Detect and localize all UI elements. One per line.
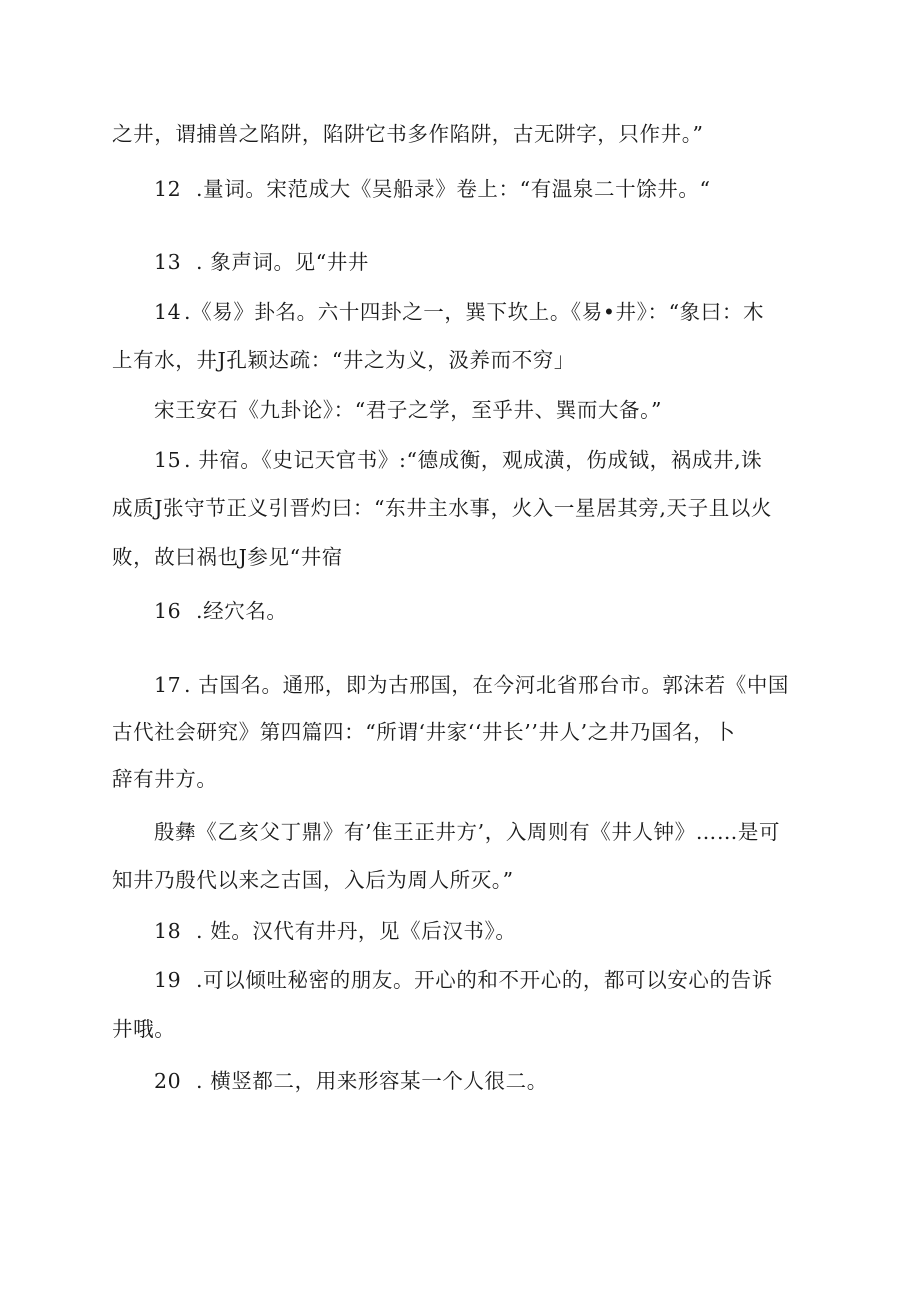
item-number: 12	[154, 177, 182, 201]
item-number: 15	[154, 448, 182, 472]
item-text: . 姓。汉代有井丹，见《后汉书》。	[196, 919, 517, 943]
item-text: .经穴名。	[196, 599, 288, 623]
item-number: 18	[154, 919, 182, 943]
text-line	[112, 346, 812, 374]
line-text: 古代社会研究》第四篇四：“所谓‘井家‘‘井长’’井人’之井乃国名，卜	[112, 720, 736, 744]
line-text: 井哦。	[112, 1017, 176, 1041]
item-text: .《易》卦名。六十四卦之一，巽下坎上。《易•井》：“象曰：木	[184, 300, 765, 324]
list-item-15	[154, 446, 854, 474]
text-line	[112, 765, 812, 793]
text-line	[154, 818, 854, 846]
item-text: . 象声词。见“井井	[196, 250, 370, 274]
line-text: 殷彝《乙亥父丁鼎》有’隹王正井方’，入周则有《井人钟》……是可	[154, 820, 781, 844]
text-line	[154, 396, 854, 424]
item-number: 16	[154, 599, 182, 623]
text-line	[112, 1015, 812, 1043]
list-item-16	[154, 597, 854, 625]
item-number: 20	[154, 1069, 182, 1093]
line-text: 败，故曰祸也J参见“井宿	[112, 545, 343, 569]
list-item-20	[154, 1067, 854, 1095]
item-text: . 横竖都二，用来形容某一个人很二。	[196, 1069, 548, 1093]
item-text: . 古国名。通邢，即为古邢国，在今河北省邢台市。郭沫若《中国	[184, 673, 790, 697]
line-text: 知井乃殷代以来之古国，入后为周人所灭。”	[112, 868, 514, 892]
text-line	[112, 120, 812, 148]
list-item-14	[154, 298, 854, 326]
text-line	[112, 494, 812, 522]
text-line	[112, 866, 812, 894]
line-text: 之井，谓捕兽之陷阱，陷阱它书多作陷阱，古无阱字，只作井。”	[112, 122, 704, 146]
line-text: 上有水，井J孔颖达疏：“井之为义，汲养而不穷」	[112, 348, 575, 372]
line-text: 辞有井方。	[112, 767, 218, 791]
list-item-18	[154, 917, 854, 945]
list-item-12	[154, 175, 854, 203]
list-item-19	[154, 966, 854, 994]
item-number: 14	[154, 300, 182, 324]
line-text: 成质J张守节正义引晋灼曰：“东井主水事，火入一星居其旁,天子且以火	[112, 496, 773, 520]
line-text: 宋王安石《九卦论》：“君子之学，至乎井、巽而大备。”	[154, 398, 663, 422]
item-text: . 井宿。《史记天官书》:“德成衡，观成潢，伤成钺，祸成井,诛	[184, 448, 763, 472]
item-number: 17	[154, 673, 182, 697]
item-text: .可以倾吐秘密的朋友。开心的和不开心的，都可以安心的告诉	[196, 968, 773, 992]
text-line	[112, 543, 812, 571]
item-number: 19	[154, 968, 182, 992]
list-item-17	[154, 671, 854, 699]
list-item-13	[154, 248, 854, 276]
item-text: .量词。宋范成大《吴船录》卷上：“有温泉二十馀井。“	[196, 177, 711, 201]
item-number: 13	[154, 250, 182, 274]
text-line	[112, 718, 812, 746]
